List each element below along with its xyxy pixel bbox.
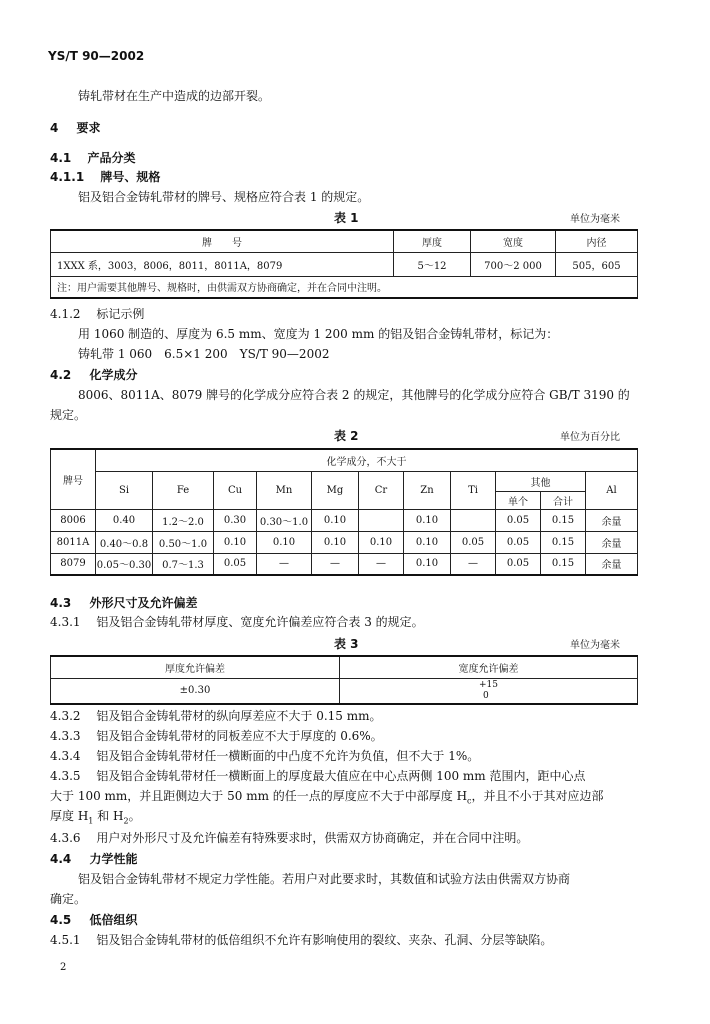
table-cell-width: 700～2 000 <box>471 252 556 276</box>
table-cell: 0.50～1.0 <box>153 531 214 553</box>
table-header-total: 合计 <box>541 491 586 509</box>
table-cell: 余量 <box>586 553 638 575</box>
table-cell: 0.15 <box>541 509 586 531</box>
section-text: 大于 100 mm，并且距侧边大于 50 mm 的任一点的厚度应不大于中部厚度 H <box>50 789 468 803</box>
table-2-title: 表 2 <box>334 429 359 443</box>
section-title: 产品分类 <box>87 151 136 165</box>
table-cell: — <box>257 553 312 575</box>
table-3 <box>50 655 638 705</box>
table-row <box>51 553 638 575</box>
width-deviation-upper: +15 <box>479 679 498 690</box>
table-cell: 余量 <box>586 531 638 553</box>
section-number: 4.5.1 <box>50 933 81 947</box>
section-number: 4.2 <box>50 368 72 382</box>
section-text: 用户对外形尺寸及允许偏差有特殊要求时，供需双方协商确定，并在合同中注明。 <box>96 831 529 845</box>
section-number: 4.1 <box>50 151 72 165</box>
table-header-inner-diameter: 内径 <box>556 230 638 252</box>
section-4-4-text-1: 铝及铝合金铸轧带材不规定力学性能。若用户对此要求时，其数值和试验方法由供需双方协商 <box>78 872 571 886</box>
table-header-brand: 牌号 <box>51 449 96 509</box>
table-cell: 1.2～2.0 <box>153 509 214 531</box>
section-4-3-3 <box>50 728 383 744</box>
section-text: 铝及铝合金铸轧带材的低倍组织不允许有影响使用的裂纹、夹杂、孔洞、分层等缺陷。 <box>96 933 553 947</box>
table-cell: 0.05 <box>496 553 541 575</box>
table-cell <box>451 509 496 531</box>
section-title: 外形尺寸及允许偏差 <box>89 596 198 610</box>
table-header-si: Si <box>96 471 153 509</box>
section-4-heading <box>50 120 101 136</box>
section-number: 4.3.6 <box>50 831 81 845</box>
section-text: 。 <box>128 809 141 823</box>
table-cell: 0.10 <box>214 531 257 553</box>
table-1-title: 表 1 <box>334 211 359 225</box>
section-text: 厚度 H <box>50 809 89 823</box>
section-text: 铝及铝合金铸轧带材厚度、宽度允许偏差应符合表 3 的规定。 <box>96 615 424 629</box>
table-row <box>51 509 638 531</box>
table-header-width-deviation: 宽度允许偏差 <box>340 656 638 678</box>
table-cell: 余量 <box>586 509 638 531</box>
table-header-al: Al <box>586 471 638 509</box>
table-cell-thickness-deviation: ±0.30 <box>51 678 340 704</box>
section-4-3-5-line-3 <box>50 808 141 829</box>
section-number: 4 <box>50 121 59 135</box>
table-cell: 0.05 <box>214 553 257 575</box>
table-2 <box>50 448 638 576</box>
table-cell-brand: 1XXX 系，3003，8006，8011，8011A，8079 <box>51 252 394 276</box>
table-header-width: 宽度 <box>471 230 556 252</box>
section-4-5-1 <box>50 932 552 948</box>
section-number: 4.3.3 <box>50 729 81 743</box>
table-header-single: 单个 <box>496 491 541 509</box>
section-text: ，并且不小于其对应边部 <box>471 789 604 803</box>
table-cell: 0.10 <box>359 531 404 553</box>
standard-code: YS/T 90—2002 <box>48 49 145 63</box>
table-note: 注：用户需要其他牌号、规格时，由供需双方协商确定，并在合同中注明。 <box>51 276 638 298</box>
table-cell-width-deviation <box>340 678 638 704</box>
table-cell: 0.05～0.30 <box>96 553 153 575</box>
section-title: 牌号、规格 <box>100 170 161 184</box>
table-header-other: 其他 <box>496 471 586 491</box>
section-4-3-5-line-2 <box>50 788 604 809</box>
table-2-unit: 单位为百分比 <box>560 432 620 443</box>
section-4-3-6 <box>50 830 528 846</box>
table-header-cr: Cr <box>359 471 404 509</box>
table-1-unit: 单位为毫米 <box>570 214 620 225</box>
table-cell: 0.10 <box>312 531 359 553</box>
table-cell: 0.40～0.8 <box>96 531 153 553</box>
section-title: 要求 <box>76 121 101 135</box>
table-3-unit: 单位为毫米 <box>570 640 620 651</box>
section-number: 4.1.1 <box>50 170 85 184</box>
marking-example: 铸轧带 1 060 6.5×1 200 YS/T 90—2002 <box>78 347 330 361</box>
page-number: 2 <box>60 962 67 973</box>
section-number: 4.1.2 <box>50 307 81 321</box>
table-header-thickness-deviation: 厚度允许偏差 <box>51 656 340 678</box>
table-cell: 0.10 <box>257 531 312 553</box>
section-title: 化学成分 <box>89 368 138 382</box>
section-4-1-heading <box>50 150 135 166</box>
section-4-3-2 <box>50 708 381 724</box>
section-4-1-1-text: 铝及铝合金铸轧带材的牌号、规格应符合表 1 的规定。 <box>78 190 370 204</box>
section-4-3-1 <box>50 614 424 630</box>
section-text: 铝及铝合金铸轧带材的同板差应不大于厚度的 0.6%。 <box>96 729 383 743</box>
section-number: 4.3.2 <box>50 709 81 723</box>
table-3-title: 表 3 <box>334 637 359 651</box>
section-4-1-2-text: 用 1060 制造的、厚度为 6.5 mm、宽度为 1 200 mm 的铝及铝合金铸轧带材，标记为： <box>78 327 559 341</box>
table-cell: 0.7～1.3 <box>153 553 214 575</box>
subscript: 1 <box>88 816 94 826</box>
table-header-zn: Zn <box>404 471 451 509</box>
section-4-5-heading <box>50 912 137 928</box>
table-cell: 0.30～1.0 <box>257 509 312 531</box>
section-4-2-heading <box>50 367 137 383</box>
table-cell: 0.05 <box>496 509 541 531</box>
section-number: 4.3.4 <box>50 749 81 763</box>
section-4-3-4 <box>50 748 479 764</box>
table-cell: 0.10 <box>404 509 451 531</box>
intro-line: 铸轧带材在生产中造成的边部开裂。 <box>78 89 271 103</box>
section-4-3-heading <box>50 595 197 611</box>
width-deviation-lower: 0 <box>483 690 489 701</box>
table-cell: 0.15 <box>541 553 586 575</box>
subscript: c <box>467 796 472 806</box>
section-number: 4.5 <box>50 913 72 927</box>
section-text: 铝及铝合金铸轧带材任一横断面的中凸度不允许为负值，但不大于 1%。 <box>96 749 480 763</box>
table-header-mg: Mg <box>312 471 359 509</box>
table-cell: — <box>312 553 359 575</box>
section-4-1-2-heading <box>50 306 144 322</box>
section-4-1-1-heading <box>50 169 160 185</box>
table-cell: 8011A <box>51 531 96 553</box>
table-cell <box>359 509 404 531</box>
table-header-fe: Fe <box>153 471 214 509</box>
table-cell: 0.10 <box>404 531 451 553</box>
section-number: 4.3.1 <box>50 615 81 629</box>
table-cell-thickness: 5～12 <box>394 252 471 276</box>
section-title: 力学性能 <box>89 852 138 866</box>
table-cell: 0.15 <box>541 531 586 553</box>
table-cell: 8079 <box>51 553 96 575</box>
table-cell: 0.40 <box>96 509 153 531</box>
section-4-4-text-2: 确定。 <box>50 892 87 906</box>
section-number: 4.3.5 <box>50 769 81 783</box>
table-cell: 0.10 <box>404 553 451 575</box>
table-cell: 8006 <box>51 509 96 531</box>
section-4-2-text-2: 规定。 <box>50 408 87 422</box>
table-cell: — <box>451 553 496 575</box>
table-header-mn: Mn <box>257 471 312 509</box>
section-title: 低倍组织 <box>89 913 138 927</box>
table-header-composition: 化学成分，不大于 <box>96 449 638 471</box>
table-cell: 0.05 <box>451 531 496 553</box>
section-text: 和 H <box>93 809 124 823</box>
subscript: 2 <box>123 816 129 826</box>
section-number: 4.3 <box>50 596 72 610</box>
table-row <box>51 531 638 553</box>
section-4-2-text-1: 8006、8011A、8079 牌号的化学成分应符合表 2 的规定，其他牌号的化学成分应符合 GB/T 3190 的 <box>78 388 630 402</box>
table-header-cu: Cu <box>214 471 257 509</box>
section-4-3-5-line-1 <box>50 768 585 784</box>
table-header-thickness: 厚度 <box>394 230 471 252</box>
table-cell: 0.30 <box>214 509 257 531</box>
section-text: 铝及铝合金铸轧带材任一横断面上的厚度最大值应在中心点两侧 100 mm 范围内，距中心点 <box>96 769 586 783</box>
table-1 <box>50 229 638 299</box>
section-title: 标记示例 <box>96 307 145 321</box>
table-cell: 0.05 <box>496 531 541 553</box>
table-header-brand: 牌 号 <box>51 230 394 252</box>
table-cell: — <box>359 553 404 575</box>
table-cell: 0.10 <box>312 509 359 531</box>
table-cell-inner-diameter: 505，605 <box>556 252 638 276</box>
section-4-4-heading <box>50 851 137 867</box>
table-header-ti: Ti <box>451 471 496 509</box>
section-number: 4.4 <box>50 852 72 866</box>
section-text: 铝及铝合金铸轧带材的纵向厚差应不大于 0.15 mm。 <box>96 709 382 723</box>
